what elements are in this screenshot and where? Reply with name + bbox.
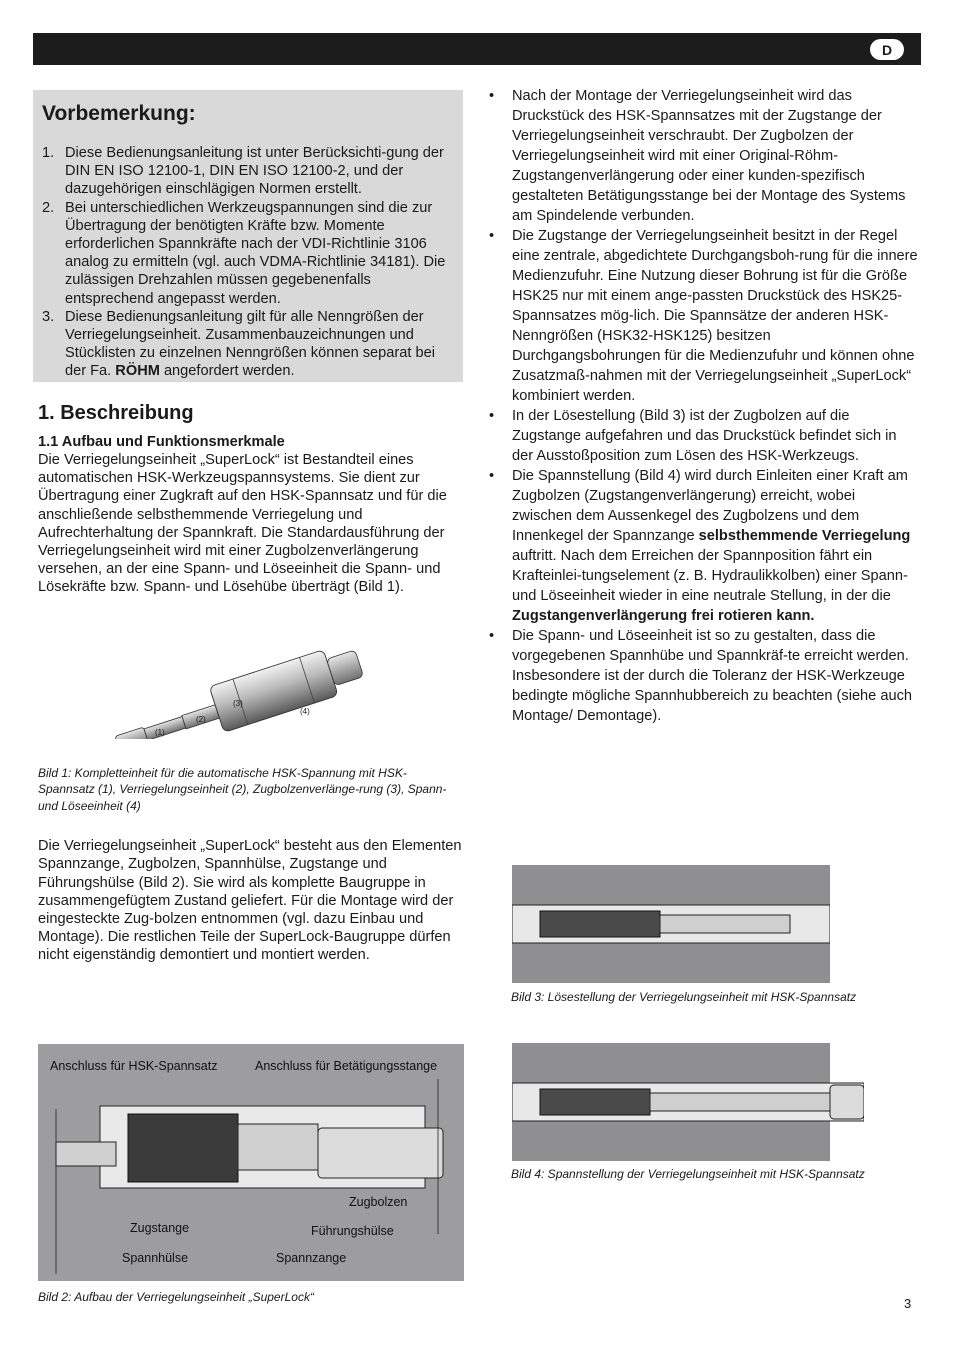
figure-4-caption: Bild 4: Spannstellung der Verriegelungseinheit mit HSK-Spannsatz <box>511 1167 865 1181</box>
header-bar <box>33 33 921 65</box>
bold-phrase: Zugstangenverlängerung frei rotieren kann. <box>512 608 815 624</box>
figure-3 <box>512 865 830 983</box>
label-spannhuelse: Spannhülse <box>122 1251 189 1265</box>
clamping-position-drawing <box>512 1043 864 1161</box>
bullet-text: auftritt. Nach dem Erreichen der Spannposition fährt ein Krafteinlei-tungselement (z. B. Hydraulikkolben) einer Spann- und Löseeinheit wieder in eine neutrale Stellung, in der die <box>512 548 908 604</box>
bullet-text: In der Lösestellung (Bild 3) ist der Zugbolzen auf die Zugstange aufgefahren und das Druckstück befindet sich in der Ausstoßposition zum Lösen des HSK-Werkzeugs. <box>512 408 897 464</box>
item-number: 2. <box>42 199 55 216</box>
label-hsk-connection: Anschluss für HSK-Spannsatz <box>50 1059 218 1073</box>
label-zugstange: Zugstange <box>130 1221 190 1235</box>
bullet-item: • In der Lösestellung (Bild 3) ist der Zugbolzen auf die Zugstange aufgefahren und das Druckstück befindet sich in der Ausstoßposition zum Lösen des HSK-Werkzeugs. <box>489 408 897 464</box>
bullet-item: • Die Zugstange der Verriegelungseinheit besitzt in der Regel eine zentrale, abgedichtete Durchgangsboh-rung für die innere Medienzufuhr. Eine Nutzung dieser Bohrung ist für die Größe HSK25 nur mit einem ange-passten Druckstück des HSK25-Spannsatzes mög-lich. Die Spannsätze der anderen HSK-Nenngrößen (HSK32-HSK125) besitzen Durchgangsbohrungen für die Medienzufuhr und können ohne Zusatzmaß-nahmen mit der Verriegelungseinheit „SuperLock“ kombiniert werden. <box>489 228 918 404</box>
figure-2 <box>38 1044 464 1281</box>
item-text: angefordert werden. <box>159 363 295 380</box>
section-title: 1. Beschreibung <box>38 402 194 424</box>
item-text: Diese Bedienungsanleitung ist unter Berücksichti-gung der DIN EN ISO 12100-1, DIN EN ISO 12100-2, und der dazugehörigen einschlägigen Normen erstellt. <box>65 145 444 198</box>
preface-list <box>42 144 455 381</box>
description-paragraph: Die Verriegelungseinheit „SuperLock“ ist Bestandteil eines automatischen HSK-Werkzeugspannsystems. Sie dient zur Übertragung einer Zugkraft auf den HSK-Spannsatz und für die anschließende selbsthemmende Verriegelung und Aufrechterhaltung der Spannkraft. Die Standardausführung der Verriegelungseinheit wird mit einer Zugbolzenverlängerung versehen, an der eine Spann- und Löseeinheit die Spann- und Lösekräfte bzw. Spann- und Lösehübe überträgt (Bild 1). <box>38 452 447 596</box>
bullet-text: Die Spannstellung (Bild 4) wird durch Einleiten einer Kraft am Zugbolzen (Zugstangenverlängerung) erreicht, wobei zwischen dem Aussenkegel des Zugbolzens und dem Innenkegel der Spannzange <box>512 468 908 544</box>
section-drawing <box>38 1044 464 1281</box>
figure-4 <box>512 1043 864 1161</box>
preface-box <box>33 90 463 382</box>
bullet-item: • Die Spannstellung (Bild 4) wird durch Einleiten einer Kraft am Zugbolzen (Zugstangenverlängerung) erreicht, wobei zwischen dem Aussenkegel des Zugbolzens und dem Innenkegel der Spannzange selbsthemmende Verriegelung auftritt. Nach dem Erreichen der Spannposition fährt ein Krafteinlei-tungselement (z. B. Hydraulikkolben) einer Spann- und Löseeinheit wieder in eine neutrale Stellung, in der die Zugstangenverlängerung frei rotieren kann. <box>489 468 911 624</box>
figure-1-caption: Bild 1: Kompletteinheit für die automatische HSK-Spannung mit HSK-Spannsatz (1), Verriegelungseinheit (2), Zugbolzenverlänge-rung (3), Spann- und Löseeinheit (4) <box>38 765 447 813</box>
fig1-label-2: (2) <box>196 714 206 724</box>
left-column <box>33 90 463 965</box>
label-actuator-connection: Anschluss für Betätigungsstange <box>255 1059 438 1073</box>
figure-2-caption: Bild 2: Aufbau der Verriegelungseinheit „SuperLock“ <box>38 1290 314 1304</box>
subsection-title: 1.1 Aufbau und Funktionsmerkmale <box>38 434 285 450</box>
bullet-text: Die Zugstange der Verriegelungseinheit besitzt in der Regel eine zentrale, abgedichtete Durchgangsboh-rung für die innere Medienzufuhr. Eine Nutzung dieser Bohrung ist für die Größe HSK25 nur mit einem ange-passten Druckstück des HSK25-Spannsatzes mög-lich. Die Spannsätze der anderen HSK-Nenngrößen (HSK32-HSK125) besitzen Durchgangsbohrungen für die Medienzufuhr und können ohne Zusatzmaß-nahmen mit der Verriegelungseinheit „SuperLock“ kombiniert werden. <box>512 228 918 404</box>
fig1-label-3: (3) <box>233 698 243 708</box>
bullet-item: • Nach der Montage der Verriegelungseinheit wird das Druckstück des HSK-Spannsatzes mit der Zugstange der Verriegelungseinheit verschraubt. Der Zugbolzen der Verriegelungseinheit wird mit einer Original-Röhm-Zugstangenverlängerung oder einer kunden-spezifisch gestalteten Betätigungsstange bei der Montage des Systems am Spindelende verbunden. <box>489 88 906 224</box>
item-text: Bei unterschiedlichen Werkzeugspannungen sind die zur Übertragung der benötigten Kräfte bzw. Momente erforderlichen Spannkräfte nach der VDI-Richtlinie 3106 analog zu ermitteln (vgl. auch VDMA-Richtlinie 34181). Die zulässigen Drehzahlen müssen gegebenenfalls entsprechend angepasst werden. <box>65 199 446 307</box>
bullet-text: Die Spann- und Löseeinheit ist so zu gestalten, dass die vorgegebenen Spannhübe und Spannkräf-te erreicht werden. Insbesondere ist der durch die Toleranz der HSK-Werkzeuge bedingte mögliche Spannhubbereich zu beachten (siehe auch Montage/ Demontage). <box>512 628 912 724</box>
preface-item <box>42 199 455 308</box>
release-position-drawing <box>512 865 830 983</box>
assembly-illustration <box>93 619 373 739</box>
language-badge: D <box>870 39 904 60</box>
fig1-label-4: (4) <box>300 706 310 716</box>
item-number: 3. <box>42 308 55 325</box>
fig1-label-1: (1) <box>155 727 165 737</box>
right-column <box>487 86 919 726</box>
description-paragraph: Die Verriegelungseinheit „SuperLock“ besteht aus den Elementen Spannzange, Zugbolzen, Spannhülse, Zugstange und Führungshülse (Bild 2). Sie wird als komplette Baugruppe in zusammengefügtem Zustand geliefert. Für die Montage wird der eingesteckte Zug-bolzen entnommen (vgl. dazu Einbau und Montage). Die restlichen Teile der SuperLock-Baugruppe dürfen nicht eigenständig demontiert und montiert werden. <box>38 838 462 964</box>
figure-3-caption: Bild 3: Lösestellung der Verriegelungseinheit mit HSK-Spannsatz <box>511 990 857 1004</box>
brand-name: RÖHM <box>115 363 160 380</box>
bullet-item: • Die Spann- und Löseeinheit ist so zu gestalten, dass die vorgegebenen Spannhübe und Spannkräf-te erreicht werden. Insbesondere ist der durch die Toleranz der HSK-Werkzeuge bedingte mögliche Spannhubbereich zu beachten (siehe auch Montage/ Demontage). <box>489 628 912 724</box>
preface-item <box>42 144 455 199</box>
label-fuehrungshuelse: Führungshülse <box>311 1224 394 1238</box>
bullet-text: Nach der Montage der Verriegelungseinheit wird das Druckstück des HSK-Spannsatzes mit der Zugstange der Verriegelungseinheit verschraubt. Der Zugbolzen der Verriegelungseinheit wird mit einer Original-Röhm-Zugstangenverlängerung oder einer kunden-spezifisch gestalteten Betätigungsstange bei der Montage des Systems am Spindelende verbunden. <box>512 88 906 224</box>
figure-1 <box>93 619 373 739</box>
preface-item <box>42 308 455 381</box>
preface-title: Vorbemerkung: <box>42 102 196 125</box>
label-spannzange: Spannzange <box>276 1251 347 1265</box>
label-zugbolzen: Zugbolzen <box>349 1195 408 1209</box>
bullet-list <box>487 86 919 726</box>
page-number: 3 <box>904 1296 912 1311</box>
item-number: 1. <box>42 145 55 161</box>
item-text: Diese Bedienungsanleitung gilt für alle Nenngrößen der Verriegelungseinheit. Zusammenbauzeichnungen und Stücklisten zu einzelnen Nenngrößen können separat bei der Fa. <box>65 308 435 380</box>
bold-phrase: selbsthemmende Verriegelung <box>698 528 911 544</box>
